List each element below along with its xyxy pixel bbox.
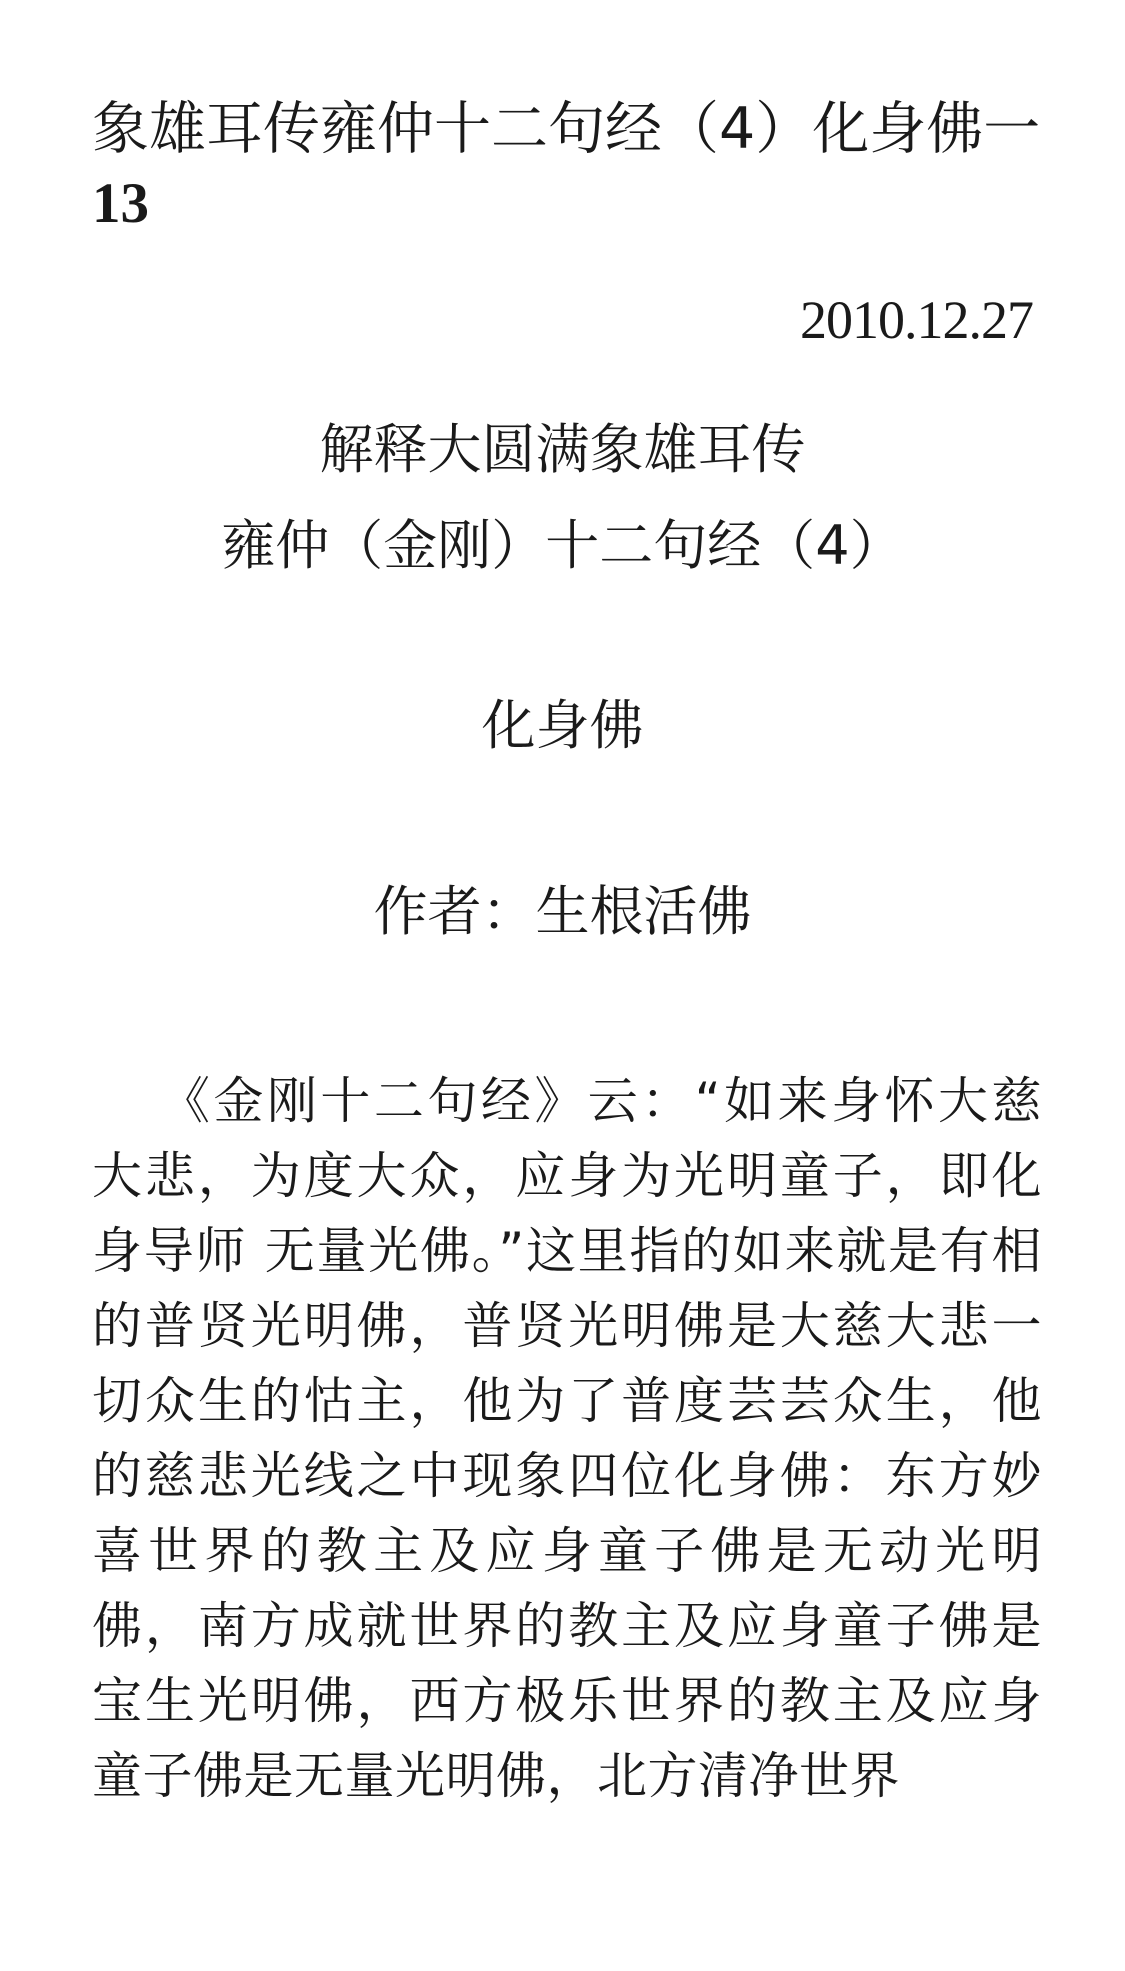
article-title xyxy=(92,92,1042,241)
subtitle-line-1: 解释大圆满象雄耳传 xyxy=(319,418,806,481)
article-body: 《金刚十二句经》云：“如来身怀大慈大悲，为度大众，应身为光明童子，即化身导师 无量光佛。”这里指的如来就是有相的普贤光明佛，普贤光明佛是大慈大悲一切众生的怙主，他为了普度芸芸众生，他的慈悲光线之中现象四位化身佛：东方妙喜世界的教主及应身童子佛是无动光明佛，南方成就世界的教主及应身童子佛是宝生光明佛，西方极乐世界的教主及应身童子佛是无量光明佛，北方清净世界 xyxy=(92,1072,1042,1805)
subtitle-line-2: 雍仲（金刚）十二句经（4） xyxy=(221,514,904,577)
article-title-text: 象雄耳传雍仲十二句经（4）化身佛一 xyxy=(92,96,1041,162)
article-date: 2010.12.27 xyxy=(800,290,1033,350)
section-title: 化身佛 xyxy=(481,694,644,757)
article-title-number: 13 xyxy=(92,172,149,235)
author-line: 作者：生根活佛 xyxy=(373,880,752,943)
